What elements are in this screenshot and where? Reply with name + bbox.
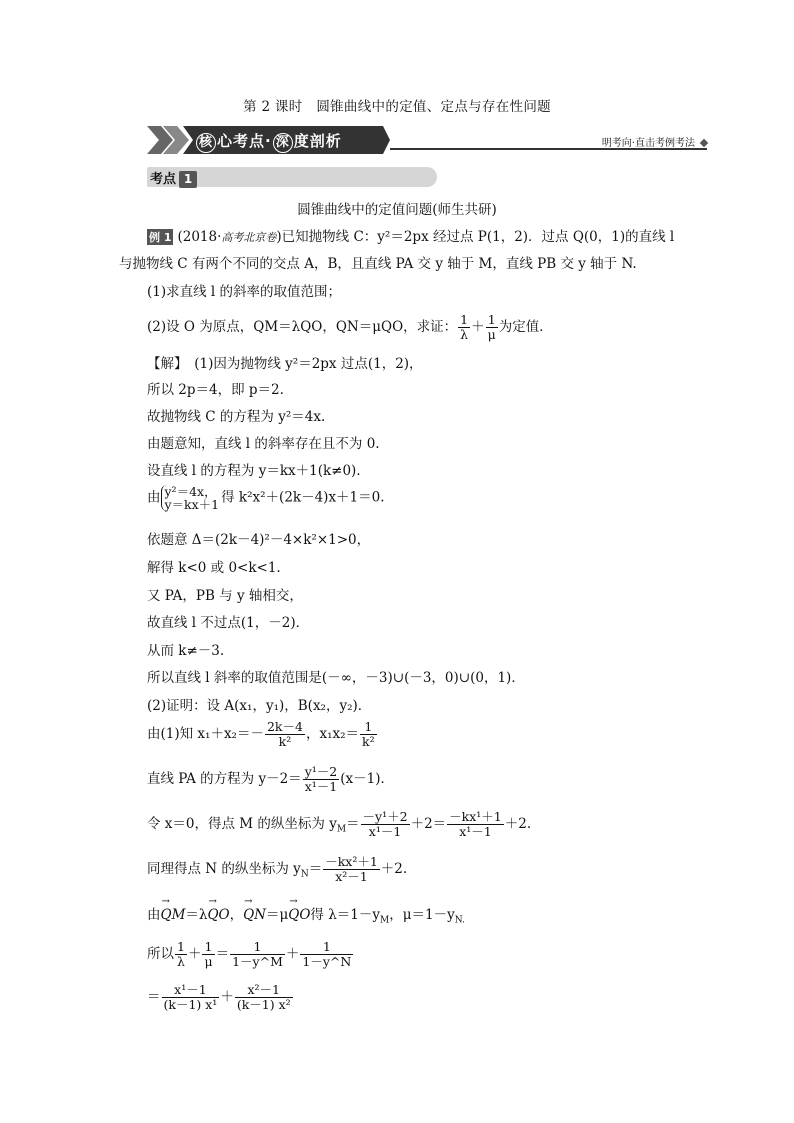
solution-line-vec: 由→ QM＝λ→ QO，→ QN＝μ→ QO得 $\lambda=1-y_M$，$\mu=1-y_{N.}$ [147,903,465,926]
diamond-icon [700,139,708,147]
solution-line: 故抛物线 C 的方程为 y²＝4x. [147,409,326,425]
kaodian-bar [147,167,437,187]
section-title: 圆锥曲线中的定值问题(师生共研) [297,202,497,218]
solution-line: 又 PA，PB 与 y 轴相交， [147,588,303,604]
example-line-1: 例 1 (2018·高考北京卷)已知抛物线 C：y²＝2px 经过点 P(1，2)．过点 Q(0，1)的直线 l [149,229,675,245]
example-source: 高考北京卷 [221,231,277,244]
solution-line: 所以 2p＝4，即 p＝2. [147,382,284,398]
solution-line: 从而 k≠－3. [147,643,225,659]
question-2: (2)设 O 为原点，QM＝λQO，QN＝μQO，求证： $\frac{1}{\lambda}$ ＋ $\frac{1}{\mu}$ 为定值． [147,312,553,342]
question-1: (1)求直线 l 的斜率的取值范围； [147,284,342,300]
banner-heading: 核 心考点· 深 度剖析 [195,130,342,153]
section-banner [147,126,707,156]
fraction: $\frac{1}{\lambda}$ [460,312,469,342]
solution-line-frac: 同理得点 N 的纵坐标为 $y_N=$ $\frac{\text{－kx²＋1}}{\text{x²－1}}$ ＋2. [147,854,408,884]
fraction: $\frac{1}{\text{k²}}$ [362,719,375,749]
equation-system: y²＝4x， y＝kx＋1 [161,485,220,511]
banner-circle-char: 核 [196,133,216,153]
page-title: 第 2 课时 圆锥曲线中的定值、定点与存在性问题 [243,99,551,115]
solution-line: 解得 k<0 或 0<k<1. [147,560,281,576]
banner-circle-char: 深 [273,133,293,153]
fraction: $\frac{\text{－kx²＋1}}{\text{x²－1}}$ [325,854,378,884]
solution-line: 所以直线 l 斜率的取值范围是(－∞，－3)∪(－3，0)∪(0，1)． [147,670,525,686]
solution-line: 由题意知，直线 l 的斜率存在且不为 0. [147,436,380,452]
fraction: $\frac{1}{\lambda}$ [177,939,185,969]
solution-line: 故直线 l 不过点(1，－2)． [147,615,310,631]
solution-line-system: 由 y²＝4x， y＝kx＋1 得 k²x²＋(2k－4)x＋1＝0. [147,484,385,512]
fraction: $\frac{\text{y¹－2}}{\text{x¹－1}}$ [304,764,338,794]
solution-line: 设直线 l 的方程为 y＝kx＋1(k≠0)． [147,463,370,479]
example-line-2: 与抛物线 C 有两个不同的交点 A，B，且直线 PA 交 y 轴于 M，直线 PB 交 y 轴于 N. [119,256,637,272]
solution-line-frac: 直线 PA 的方程为 y－2＝ $\frac{\text{y¹－2}}{\text{x¹－1}}$ (x－1)． [147,764,394,794]
example-tag: 例 1 [149,231,172,244]
solution-line-frac: 令 x＝0，得点 M 的纵坐标为 $y_M=$ $\frac{\text{－y¹＋2}}{\text{x¹－1}}$ ＋2＝ $\frac{\text{－kx¹＋1}}{\text{x¹－1}}$ ＋2. [147,809,532,839]
solution-line-frac: ＝ $\frac{\text{x¹－1}}{\text{(k－1) x¹}}$ ＋ $\frac{\text{x²－1}}{\text{(k－1) x²}}$ [147,982,291,1012]
solution-line-frac: 所以 $\frac{1}{\lambda}$ ＋ $\frac{1}{\mu}$ ＝ $\frac{1}{1-y\^{}M}$ ＋ $\frac{1}{1-y\^{}N}$ [147,939,352,969]
fraction: $\frac{\text{－kx¹＋1}}{\text{x¹－1}}$ [449,809,502,839]
fraction: $\frac{1}{\mu}$ [487,312,496,342]
banner-tagline: 明考向·直击考例考法 [602,134,707,149]
solution-line-frac: 由(1)知 x₁＋x₂＝－ $\frac{2k-4}{\text{k²}}$ ，x₁x₂＝ $\frac{1}{\text{k²}}$ [147,719,375,749]
solution-heading: 【解】 (1)因为抛物线 y²＝2px 过点(1，2)， [147,356,423,372]
fraction: $\frac{1}{\mu}$ [204,939,213,969]
solution-line: 依题意 Δ＝(2k－4)²－4×k²×1>0， [147,532,371,548]
fraction: $\frac{2k-4}{\text{k²}}$ [266,719,303,749]
fraction: $\frac{1}{1-y\^{}N}$ [302,939,352,969]
fraction: $\frac{\text{x¹－1}}{\text{(k－1) x¹}}$ [163,982,218,1012]
fraction: $\frac{\text{－y¹＋2}}{\text{x¹－1}}$ [362,809,408,839]
kaodian-label: 考点 1 [150,168,197,188]
kaodian-number: 1 [179,171,197,188]
fraction: $\frac{\text{x²－1}}{\text{(k－1) x²}}$ [236,982,291,1012]
fraction: $\frac{1}{1-y\^{}M}$ [232,939,283,969]
solution-line: (2)证明：设 A(x₁，y₁)，B(x₂，y₂)． [147,698,372,714]
